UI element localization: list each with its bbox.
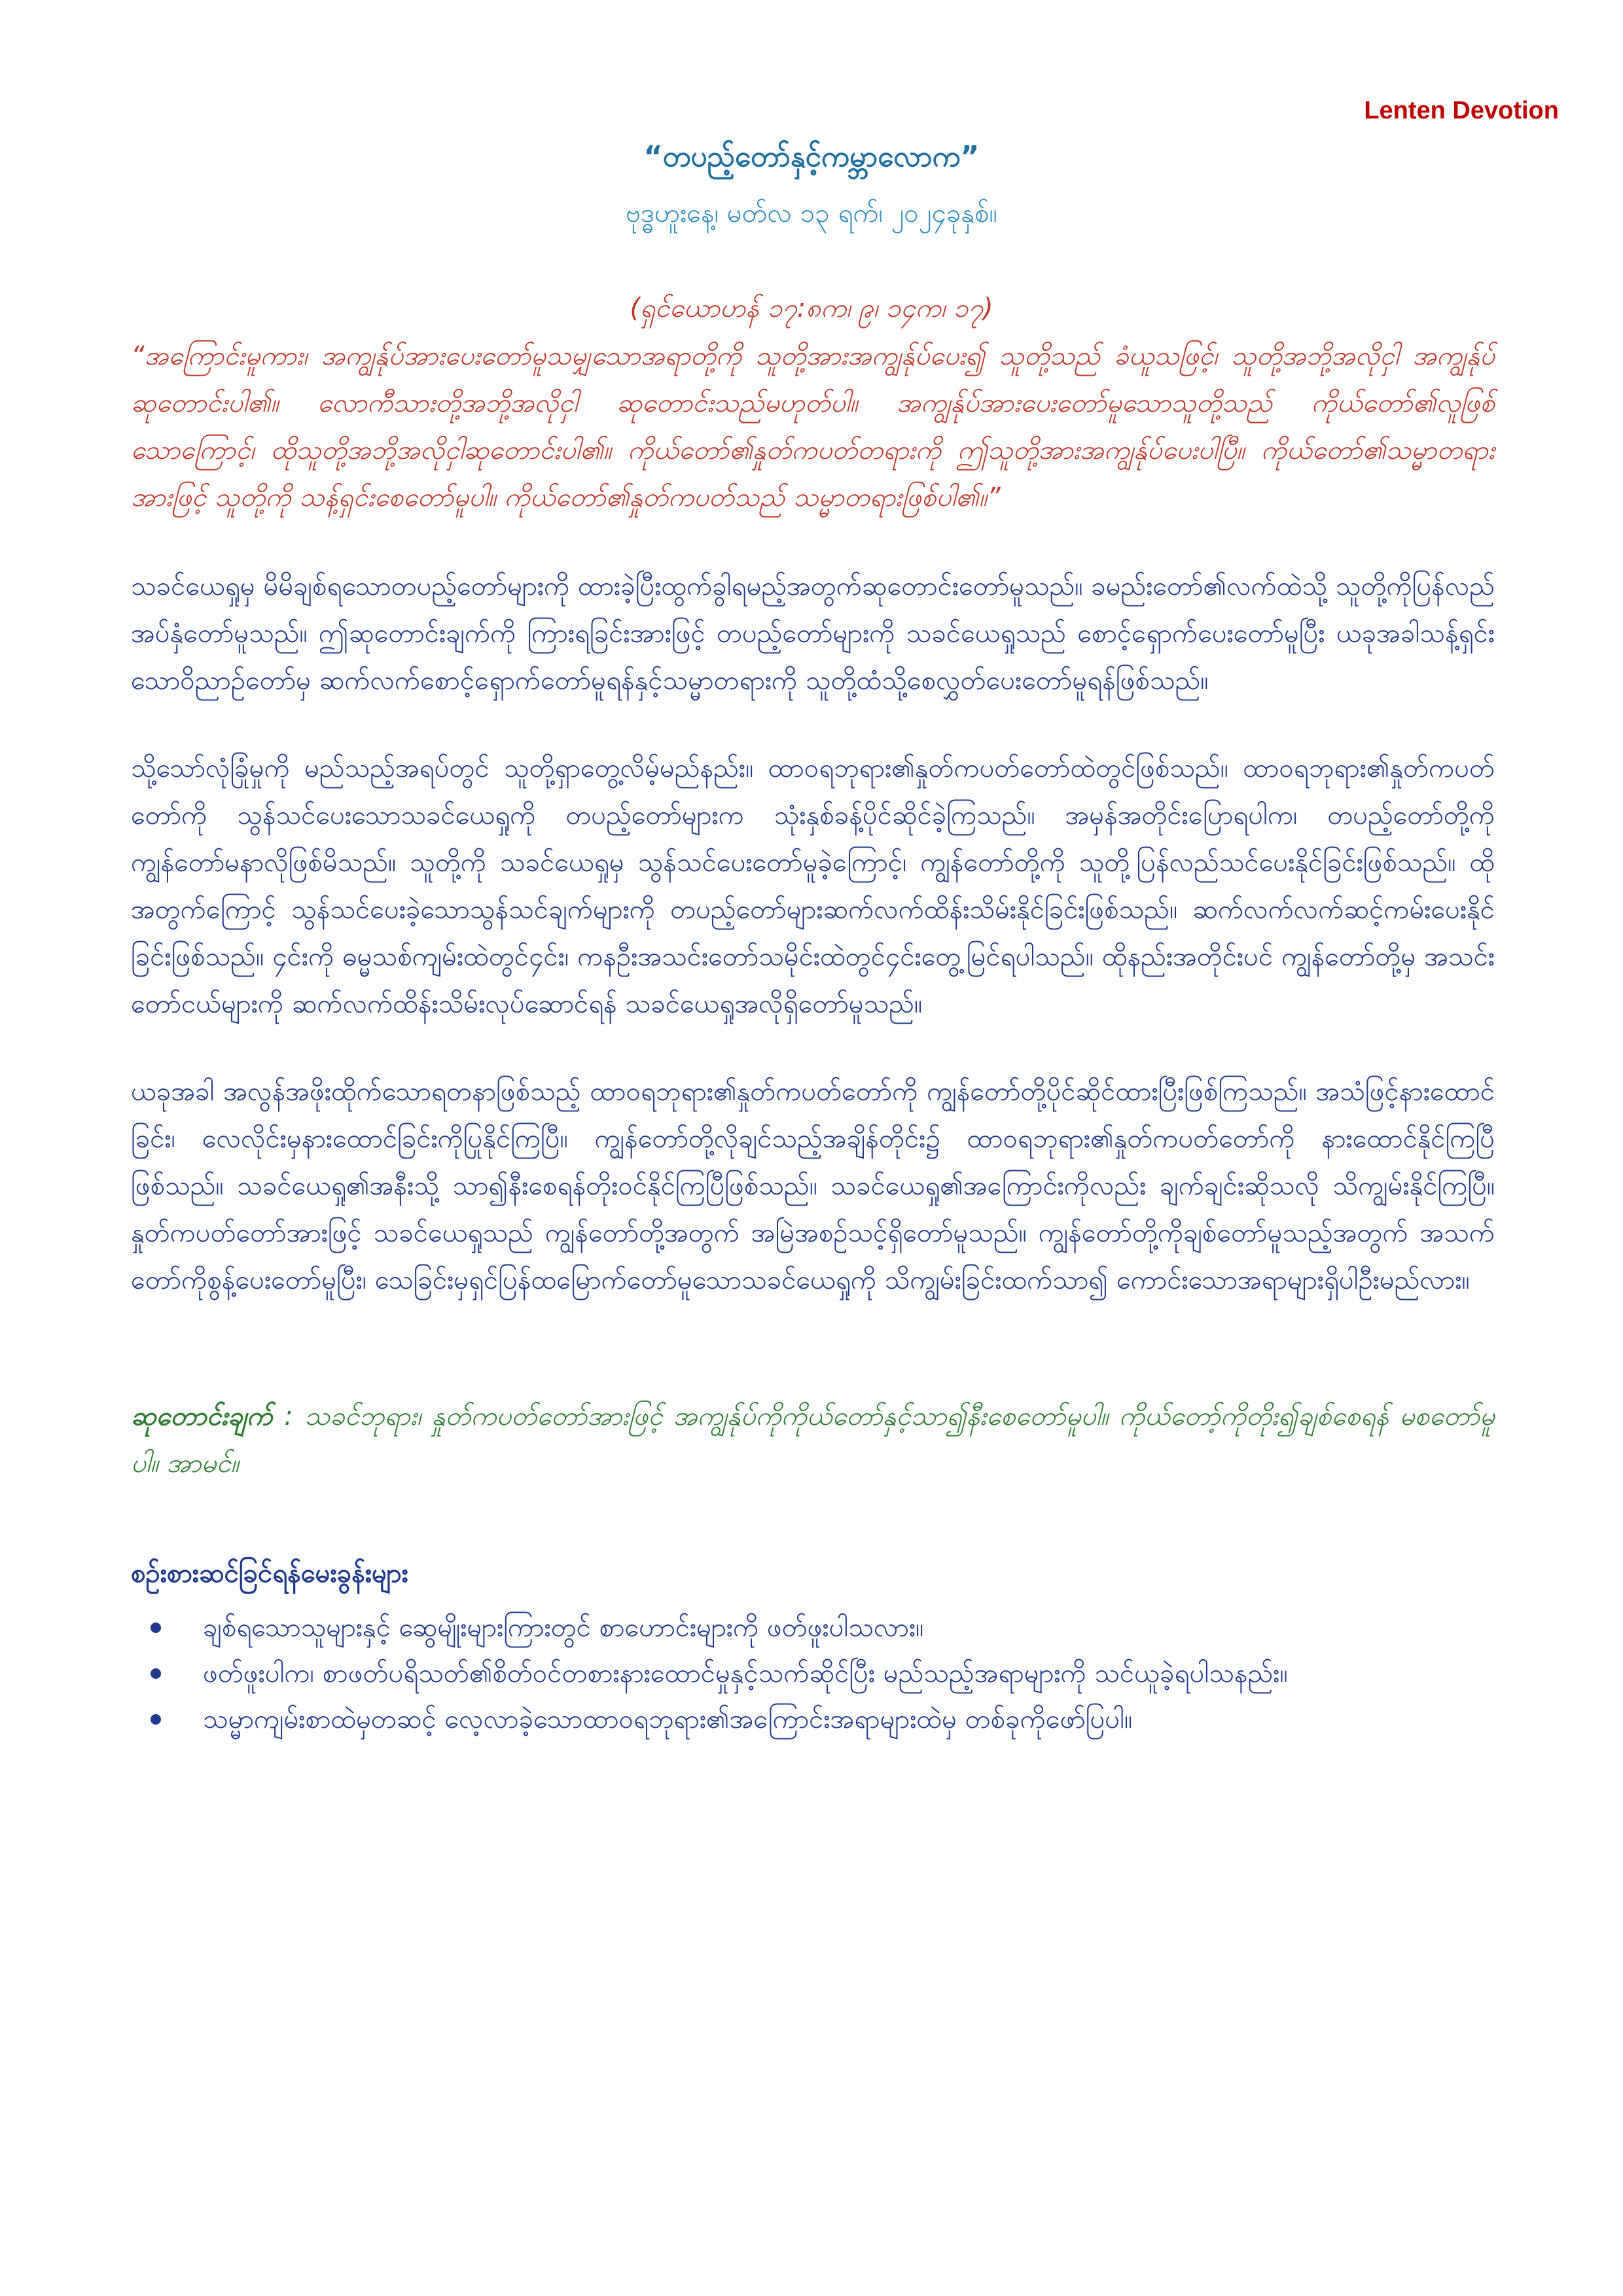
prayer-text: သခင်ဘုရား၊ နှုတ်ကပတ်တော်အားဖြင့် အကျွန်ုပ်ကိုကိုယ်တော်နှင့်သာ၍နီးစေတော်မူပါ။ ကိုယ်တော့်ကိုတိုး၍ချစ်စေရန် မစတော်မူပါ။ အာမင်။ — [131, 1401, 1495, 1479]
question-item — [131, 1605, 1495, 1651]
questions-list — [131, 1605, 1495, 1742]
scripture-passage: “အကြောင်းမူကား၊ အကျွန်ုပ်အားပေးတော်မူသမျှသောအရာတို့ကို သူတို့အားအကျွန်ုပ်ပေး၍ သူတို့သည် ခံယူသဖြင့်၊ သူတို့အဘို့အလိုငှါ အကျွန်ုပ်ဆုတောင်းပါ၏။ လောကီသားတို့အဘို့အလိုငှါ ဆုတောင်းသည်မဟုတ်ပါ။ အကျွန်ုပ်အားပေးတော်မူသောသူတို့သည် ကိုယ်တော်၏လူဖြစ်သောကြောင့်၊ ထိုသူတို့အဘို့အလိုငှါဆုတောင်းပါ၏။ ကိုယ်တော်၏နှုတ်ကပတ်တရားကို ဤသူတို့အားအကျွန်ုပ်ပေးပါပြီ။ ကိုယ်တော်၏သမ္မာတရားအားဖြင့် သူတို့ကို သန့်ရှင်းစေတော်မူပါ။ ကိုယ်တော်၏နှုတ်ကပတ်သည် သမ္မာတရားဖြစ်ပါ၏။” — [131, 341, 1495, 512]
prayer-label: ဆုတောင်းချက် — [131, 1401, 273, 1431]
bullet-icon — [151, 1714, 161, 1725]
question-text: ချစ်ရသောသူများနှင့် ဆွေမျိုးများကြားတွင် စာဟောင်းများကို ဖတ်ဖူးပါသလား။ — [203, 1613, 924, 1643]
body-paragraph-3: ယခုအခါ အလွန်အဖိုးထိုက်သောရတနာဖြစ်သည့် ထာဝရဘုရား၏နှုတ်ကပတ်တော်ကို ကျွန်တော်တို့ပိုင်ဆိုင်ထားပြီးဖြစ်ကြသည်။ အသံဖြင့်နားထောင်ခြင်း၊ လေလိုင်းမှနားထောင်ခြင်းကိုပြုနိုင်ကြပြီ။ ကျွန်တော်တို့လိုချင်သည့်အချိန်တိုင်း၌ ထာဝရဘုရား၏နှုတ်ကပတ်တော်ကို နားထောင်နိုင်ကြပြီဖြစ်သည်။ သခင်ယေရှု၏အနီးသို့ သာ၍နီးစေရန်တိုးဝင်နိုင်ကြပြီဖြစ်သည်။ သခင်ယေရှု၏အကြောင်းကိုလည်း ချက်ချင်းဆိုသလို သိကျွမ်းနိုင်ကြပြီ။ နှုတ်ကပတ်တော်အားဖြင့် သခင်ယေရှုသည် ကျွန်တော်တို့အတွက် အမြဲအစဉ်သင့်ရှိတော်မူသည်။ ကျွန်တော်တို့ကိုချစ်တော်မူသည့်အတွက် အသက်တော်ကိုစွန့်ပေးတော်မူပြီး၊ သေခြင်းမှရှင်ပြန်ထမြောက်တော်မူသောသခင်ယေရှုကို သိကျွမ်းခြင်းထက်သာ၍ ကောင်းသောအရာများရှိပါဦးမည်လား။ — [131, 1077, 1495, 1295]
question-text: သမ္မာကျမ်းစာထဲမှတဆင့် လေ့လာခဲ့သောထာဝရဘုရား၏အကြောင်းအရာများထဲမှ တစ်ခုကိုဖော်ပြပါ။ — [203, 1704, 1133, 1734]
question-item — [131, 1696, 1495, 1742]
bullet-icon — [151, 1668, 161, 1679]
prayer-section — [131, 1393, 1495, 1487]
document-header-tag: Lenten Devotion — [1364, 97, 1559, 124]
question-text: ဖတ်ဖူးပါက၊ စာဖတ်ပရိသတ်၏စိတ်ဝင်တစားနားထောင်မှုနှင့်သက်ဆိုင်ပြီး မည်သည့်အရာများကို သင်ယူခဲ့ရပါသနည်း။ — [203, 1659, 1288, 1689]
prayer-separator: : — [284, 1401, 293, 1431]
bullet-icon — [151, 1623, 161, 1633]
questions-heading: စဉ်းစားဆင်ခြင်ရန်မေးခွန်းများ — [131, 1558, 408, 1588]
body-paragraph-2: သို့သော်လုံခြုံမှုကို မည်သည့်အရပ်တွင် သူတို့ရှာတွေ့လိမ့်မည်နည်း။ ထာဝရဘုရား၏နှုတ်ကပတ်တော်ထဲတွင်ဖြစ်သည်။ ထာဝရဘုရား၏နှုတ်ကပတ်တော်ကို သွန်သင်ပေးသောသခင်ယေရှုကို တပည့်တော်များက သုံးနှစ်ခန့်ပိုင်ဆိုင်ခဲ့ကြသည်။ အမှန်အတိုင်းပြောရပါက၊ တပည့်တော်တို့ကိုကျွန်တော်မနာလိုဖြစ်မိသည်။ သူတို့ကို သခင်ယေရှုမှ သွန်သင်ပေးတော်မူခဲ့ကြောင့်၊ ကျွန်တော်တို့ကို သူတို့ပြန်လည်သင်ပေးနိုင်ခြင်းဖြစ်သည်။ ထိုအတွက်ကြောင့် သွန်သင်ပေးခဲ့သောသွန်သင်ချက်များကို တပည့်တော်များဆက်လက်ထိန်းသိမ်းနိုင်ခြင်းဖြစ်သည်။ ဆက်လက်လက်ဆင့်ကမ်းပေးနိုင်ခြင်းဖြစ်သည်။ ၄င်းကို ဓမ္မသစ်ကျမ်းထဲတွင်၄င်း၊ ကနဦးအသင်းတော်သမိုင်းထဲတွင်၄င်းတွေ့မြင်ရပါသည်။ ထိုနည်းအတိုင်းပင် ကျွန်တော်တို့မှ အသင်းတော်ငယ်များကို ဆက်လက်ထိန်းသိမ်းလုပ်ဆောင်ရန် သခင်ယေရှုအလိုရှိတော်မူသည်။ — [131, 753, 1495, 1019]
body-paragraph-1: သခင်ယေရှုမှ မိမိချစ်ရသောတပည့်တော်များကို ထားခဲ့ပြီးထွက်ခွါရမည့်အတွက်ဆုတောင်းတော်မူသည်။ ခမည်းတော်၏လက်ထဲသို့ သူတို့ကိုပြန်လည်အပ်နှံတော်မူသည်။ ဤဆုတောင်းချက်ကို ကြားရခြင်းအားဖြင့် တပည့်တော်များကို သခင်ယေရှုသည် စောင့်ရှောက်ပေးတော်မူပြီး ယခုအခါသန့်ရှင်းသောဝိညာဉ်တော်မှ ဆက်လက်စောင့်ရှောက်တော်မူရန်နှင့်သမ္မာတရားကို သူတို့ထံသို့စေလွှတ်ပေးတော်မူရန်ဖြစ်သည်။ — [131, 571, 1495, 696]
devotion-date: ဗုဒ္ဓဟူးနေ့၊ မတ်လ ၁၃ ရက်၊ ၂၀၂၄ခုနှစ်။ — [626, 198, 997, 228]
devotion-title: “တပည့်တော်နှင့်ကမ္ဘာလောက” — [643, 140, 980, 173]
scripture-reference: (ရှင်ယောဟန် ၁၇:၈က၊ ၉၊ ၁၄က၊ ၁၇) — [630, 293, 993, 323]
question-item — [131, 1651, 1495, 1696]
